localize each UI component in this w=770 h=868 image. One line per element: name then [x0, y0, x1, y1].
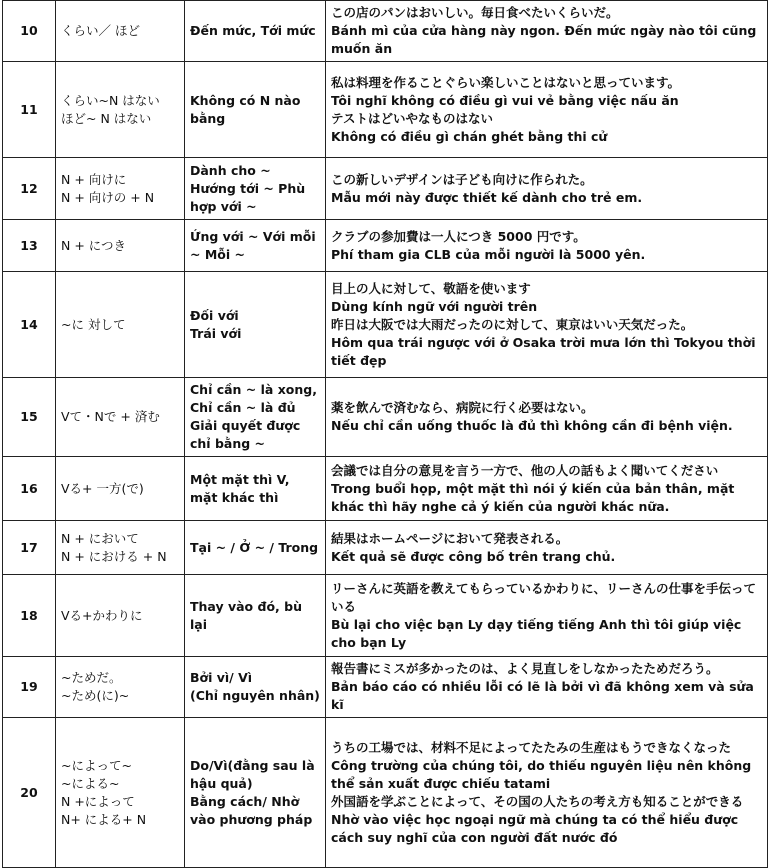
- table-row: [3, 1, 768, 62]
- vietnamese-meaning: Ứng với ~ Với mỗi ~ Mỗi ~: [185, 220, 326, 272]
- example-cell: [326, 158, 768, 220]
- vietnamese-meaning: Đối với Trái với: [185, 272, 326, 378]
- example-line: Phí tham gia CLB của mỗi người là 5000 yên.: [331, 246, 646, 262]
- example-cell: [326, 521, 768, 575]
- grammar-pattern: Vる+かわりに: [56, 575, 185, 657]
- example-cell: [326, 457, 768, 521]
- example-cell: [326, 718, 768, 868]
- table-row: [3, 158, 768, 220]
- vietnamese-meaning: Một mặt thì V, mặt khác thì: [185, 457, 326, 521]
- row-number: 15: [3, 378, 56, 457]
- grammar-pattern: ~ためだ。 ~ため(に)~: [56, 657, 185, 718]
- example-line: Nếu chỉ cần uống thuốc là đủ thì không cần đi bệnh viện.: [331, 418, 733, 433]
- example-line: 報告書にミスが多かったのは、よく見直しをしなかったためだろう。: [331, 661, 719, 676]
- example-line: 外国語を学ぶことによって、その国の人たちの考え方も知ることができる: [331, 793, 744, 809]
- example-line: 結果はホームページにおいて発表される。: [331, 530, 569, 546]
- table-row: [3, 62, 768, 158]
- row-number: 20: [3, 718, 56, 868]
- table-row: [3, 575, 768, 657]
- row-number: 16: [3, 457, 56, 521]
- vietnamese-meaning: Thay vào đó, bù lại: [185, 575, 326, 657]
- example-cell: [326, 575, 768, 657]
- table-row: [3, 220, 768, 272]
- vietnamese-meaning: Do/Vì(đằng sau là hậu quả) Bằng cách/ Nhờ vào phương pháp: [185, 718, 326, 868]
- table-row: [3, 657, 768, 718]
- vietnamese-meaning: Dành cho ~ Hướng tới ~ Phù hợp với ~: [185, 158, 326, 220]
- grammar-pattern: くらい／ ほど: [56, 1, 185, 62]
- grammar-pattern: Vる+ 一方(で): [56, 457, 185, 521]
- example-line: 会議では自分の意見を言う一方で、他の人の話もよく聞いてください: [331, 462, 719, 478]
- example-line: Công trường của chúng tôi, do thiếu nguyên liệu nên không thể sản xuất được chiếu tatami: [331, 757, 752, 791]
- example-line: 薬を飲んで済むなら、病院に行く必要はない。: [331, 400, 594, 415]
- example-line: Hôm qua trái ngược với ở Osaka trời mưa lớn thì Tokyou thời tiết đẹp: [331, 334, 756, 368]
- row-number: 13: [3, 220, 56, 272]
- table-row: [3, 272, 768, 378]
- vietnamese-meaning: Đến mức, Tới mức: [185, 1, 326, 62]
- example-line: Nhờ vào việc học ngoại ngữ mà chúng ta có thể hiểu được cách suy nghĩ của con người đất nước đó: [331, 811, 739, 845]
- example-line: 昨日は大阪では大雨だったのに対して、東京はいい天気だった。: [331, 316, 694, 332]
- grammar-pattern: N + において N + における + N: [56, 521, 185, 575]
- grammar-pattern: N + につき: [56, 220, 185, 272]
- vietnamese-meaning: Tại ~ / Ở ~ / Trong: [185, 521, 326, 575]
- example-line: Bản báo cáo có nhiều lỗi có lẽ là bởi vì đã không xem và sửa kĩ: [331, 679, 754, 712]
- grammar-table: [2, 0, 768, 868]
- table-row: [3, 378, 768, 457]
- example-cell: [326, 657, 768, 718]
- example-line: この店のパンはおいしい。毎日食べたいくらいだ。: [331, 5, 619, 20]
- grammar-pattern: ~に 対して: [56, 272, 185, 378]
- vietnamese-meaning: Chỉ cần ~ là xong, Chỉ cần ~ là đủ Giải quyết được chỉ bằng ~: [185, 378, 326, 457]
- table-row: [3, 457, 768, 521]
- example-line: Bù lại cho việc bạn Ly dạy tiếng tiếng Anh thì tôi giúp việc cho bạn Ly: [331, 616, 742, 650]
- vietnamese-meaning: Không có N nào bằng: [185, 62, 326, 158]
- row-number: 14: [3, 272, 56, 378]
- row-number: 19: [3, 657, 56, 718]
- grammar-pattern: くらい~N はない ほど~ N はない: [56, 62, 185, 158]
- vietnamese-meaning: Bởi vì/ Vì (Chỉ nguyên nhân): [185, 657, 326, 718]
- example-line: Dùng kính ngữ với người trên: [331, 298, 538, 314]
- example-cell: [326, 272, 768, 378]
- example-line: クラブの参加費は一人につき 5000 円です。: [331, 228, 586, 244]
- example-line: Kết quả sẽ được công bố trên trang chủ.: [331, 548, 616, 564]
- row-number: 18: [3, 575, 56, 657]
- example-line: テストはどいやなものはない: [331, 110, 494, 126]
- row-number: 17: [3, 521, 56, 575]
- example-line: Bánh mì của cửa hàng này ngon. Đến mức ngày nào tôi cũng muốn ăn: [331, 23, 757, 56]
- table-row: [3, 718, 768, 868]
- example-cell: [326, 1, 768, 62]
- example-line: Trong buổi họp, một mặt thì nói ý kiến của bản thân, mặt khác thì hãy nghe cả ý kiến của người khác nữa.: [331, 480, 735, 514]
- table-row: [3, 521, 768, 575]
- row-number: 10: [3, 1, 56, 62]
- example-cell: [326, 62, 768, 158]
- example-line: リーさんに英語を教えてもらっているかわりに、リーさんの仕事を手伝っている: [331, 580, 757, 614]
- example-cell: [326, 220, 768, 272]
- example-line: Tôi nghĩ không có điều gì vui vẻ bằng việc nấu ăn: [331, 92, 679, 108]
- row-number: 12: [3, 158, 56, 220]
- example-line: Mẫu mới này được thiết kế dành cho trẻ em.: [331, 189, 643, 205]
- row-number: 11: [3, 62, 56, 158]
- grammar-table-body: [3, 1, 768, 868]
- example-cell: [326, 378, 768, 457]
- example-line: この新しいデザインは子ども向けに作られた。: [331, 171, 593, 187]
- example-line: 私は料理を作ることぐらい楽しいことはないと思っています。: [331, 74, 681, 90]
- grammar-pattern: Vて・Nで + 済む: [56, 378, 185, 457]
- example-line: Không có điều gì chán ghét bằng thi cử: [331, 128, 608, 144]
- grammar-pattern: N + 向けに N + 向けの + N: [56, 158, 185, 220]
- example-line: 目上の人に対して、敬語を使います: [331, 280, 531, 296]
- grammar-pattern: ~によって~ ~による~ N +によって N+ による+ N: [56, 718, 185, 868]
- example-line: うちの工場では、材料不足によってたたみの生産はもうできなくなった: [331, 739, 732, 755]
